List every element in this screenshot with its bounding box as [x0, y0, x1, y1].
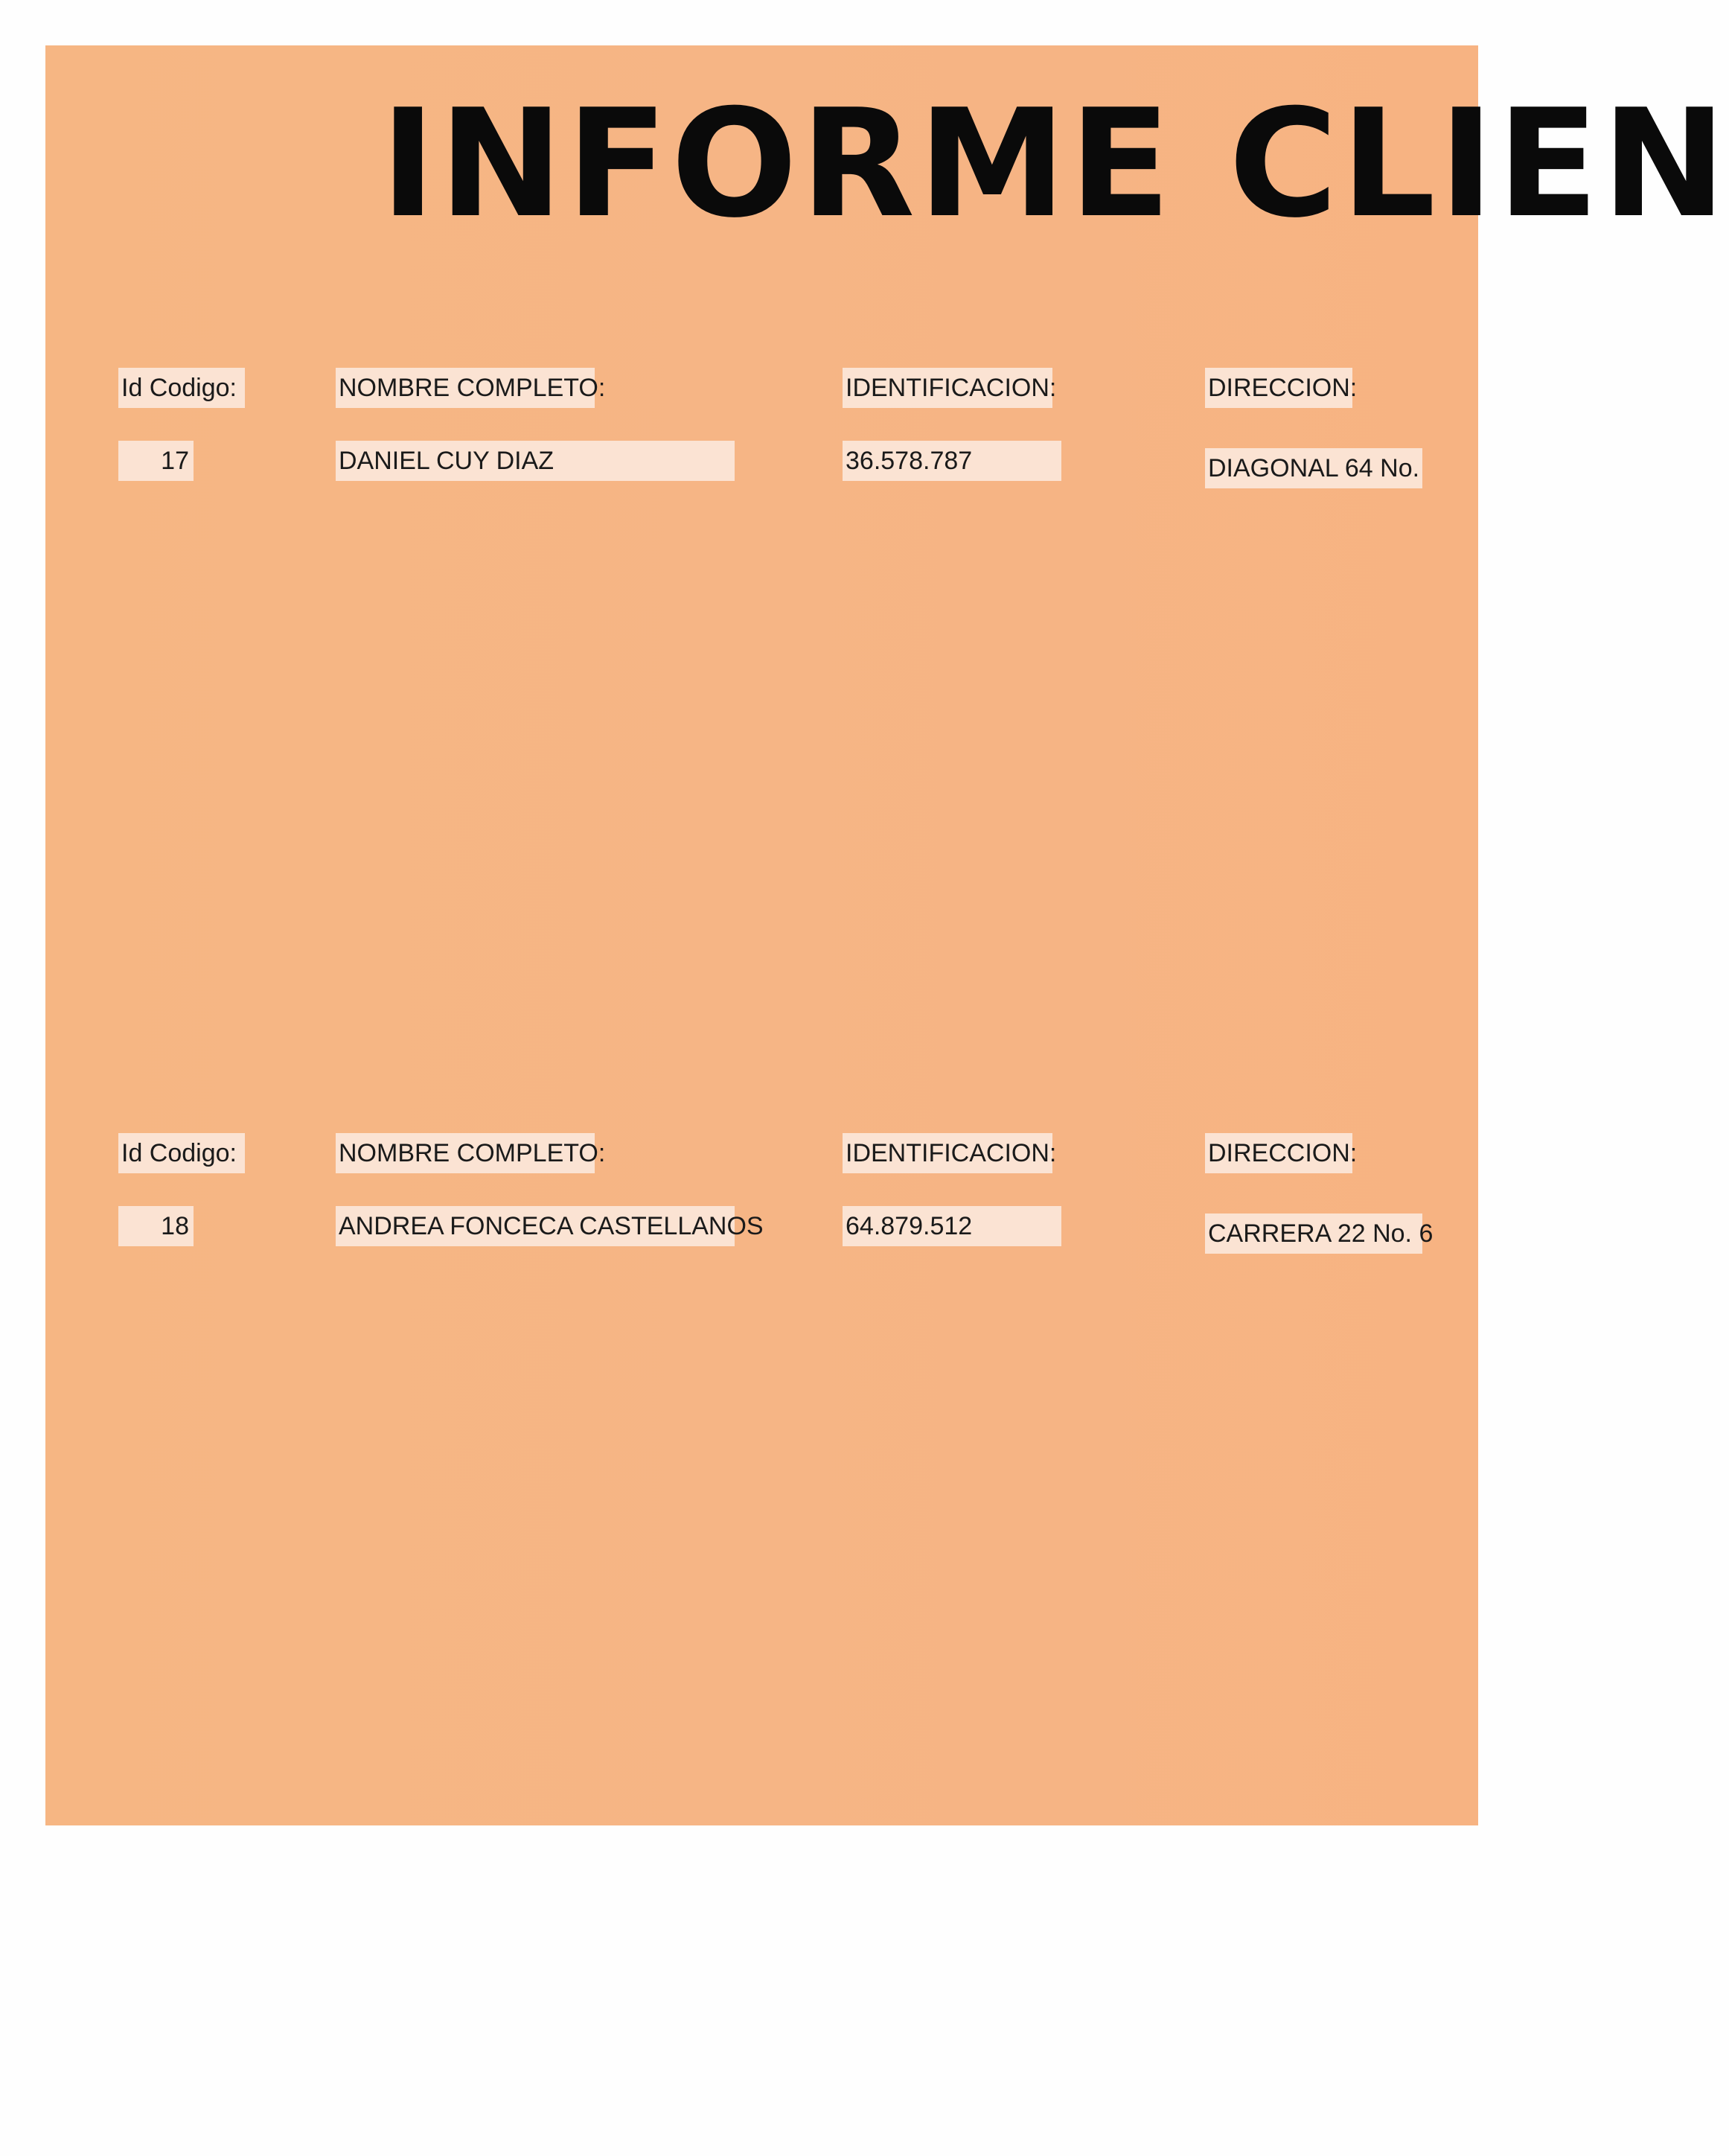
id-codigo-label: Id Codigo: [118, 1133, 245, 1173]
direccion-value[interactable]: DIAGONAL 64 No. [1205, 448, 1422, 488]
report-title: INFORME CLIEN [380, 77, 1729, 251]
nombre-completo-value[interactable]: DANIEL CUY DIAZ [336, 441, 735, 481]
identificacion-label: IDENTIFICACION: [843, 1133, 1052, 1173]
id-codigo-value[interactable]: 17 [118, 441, 194, 481]
direccion-value[interactable]: CARRERA 22 No. 6 [1205, 1213, 1422, 1254]
direccion-label: DIRECCION: [1205, 368, 1352, 408]
nombre-completo-value[interactable]: ANDREA FONCECA CASTELLANOS [336, 1206, 735, 1246]
identificacion-value[interactable]: 36.578.787 [843, 441, 1061, 481]
report-sheet [45, 45, 1729, 1825]
identificacion-value[interactable]: 64.879.512 [843, 1206, 1061, 1246]
identificacion-label: IDENTIFICACION: [843, 368, 1052, 408]
nombre-completo-label: NOMBRE COMPLETO: [336, 1133, 595, 1173]
nombre-completo-label: NOMBRE COMPLETO: [336, 368, 595, 408]
direccion-label: DIRECCION: [1205, 1133, 1352, 1173]
client-record [45, 368, 1478, 487]
id-codigo-value[interactable]: 18 [118, 1206, 194, 1246]
client-record [45, 1133, 1478, 1252]
id-codigo-label: Id Codigo: [118, 368, 245, 408]
